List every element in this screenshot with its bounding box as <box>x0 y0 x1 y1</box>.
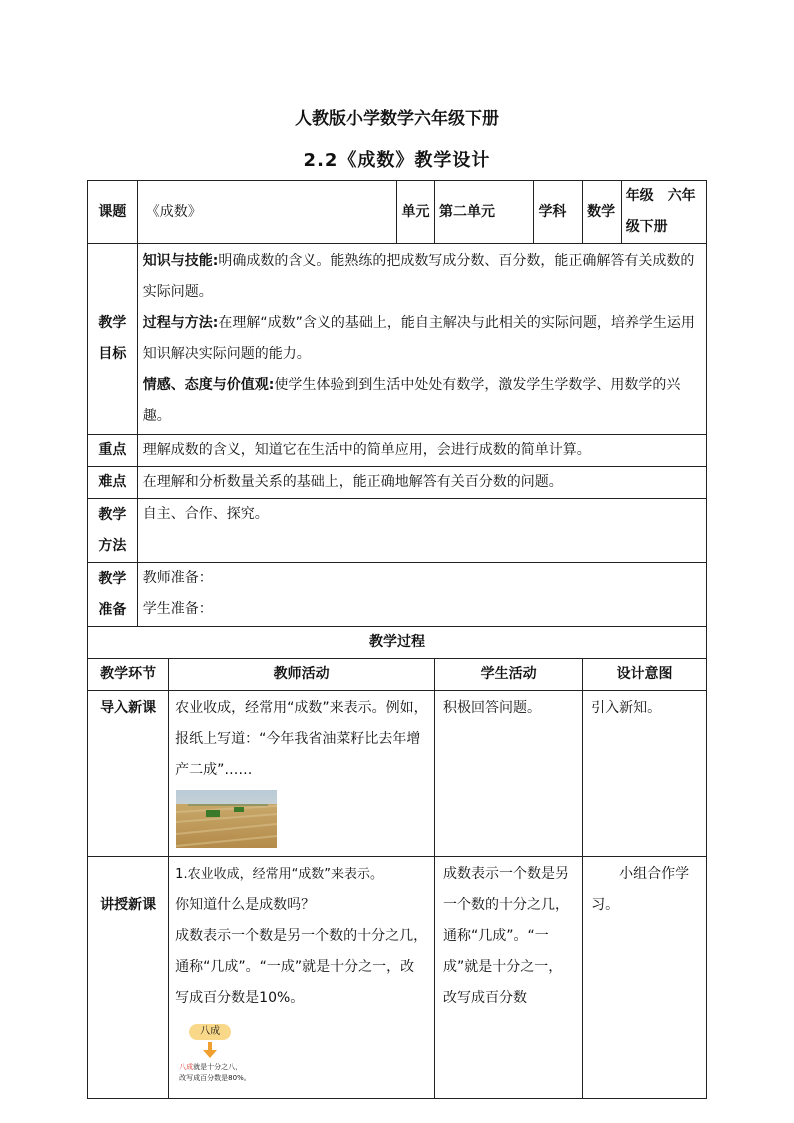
topic-value: 《成数》 <box>137 181 397 244</box>
unit-label: 单元 <box>397 181 435 244</box>
emotion-text: 使学生体验到到生活中处处有数学，激发学生学数学、用数学的兴趣。 <box>142 377 681 424</box>
key-text: 理解成数的含义，知道它在生活中的简单应用，会进行成数的简单计算。 <box>137 435 706 467</box>
prep-label-2: 准备 <box>98 601 127 618</box>
goals-label <box>88 244 138 435</box>
lesson-plan-table <box>87 180 707 1099</box>
grade-label: 年级 <box>625 188 654 204</box>
subject-label: 学科 <box>534 181 583 244</box>
header-row <box>88 181 707 244</box>
teach-row <box>88 857 707 1099</box>
document-title: 人教版小学数学六年级下册 <box>295 109 499 129</box>
caption-line1: 就是十分之八， <box>193 1063 243 1071</box>
lesson-title: 2.2《成数》教学设计 <box>303 150 491 171</box>
teach-t2: 你知道什么是成数吗？ <box>175 897 316 913</box>
eight-tenths-figure <box>175 1020 295 1096</box>
grade-cell <box>621 181 706 244</box>
method-label-2: 方法 <box>98 537 127 554</box>
eight-tenths-badge: 八成 <box>189 1024 231 1040</box>
prep-row <box>88 563 707 627</box>
knowledge-text: 明确成数的含义。能熟练的把成数写成分数、百分数，能正确解答有关成数的实际问题。 <box>142 253 695 300</box>
intro-teacher-text: 农业收成，经常用“成数”来表示。例如，报纸上写道：“今年我省油菜籽比去年增产二成”…… <box>175 700 428 778</box>
intro-row <box>88 691 707 857</box>
process-heading: 教学过程 <box>88 627 707 659</box>
process-text: 在理解“成数”含义的基础上，能自主解决与此相关的实际问题，培养学生运用知识解决实际问题的能力。 <box>142 315 695 362</box>
intro-teacher <box>169 691 435 857</box>
difficulty-text: 在理解和分析数量关系的基础上，能正确地解答有关百分数的问题。 <box>137 467 706 499</box>
method-label-1: 教学 <box>98 506 127 523</box>
prep-label-1: 教学 <box>98 570 127 587</box>
teach-t1: 1.农业收成，经常用“成数”来表示。 <box>175 867 384 882</box>
goals-content <box>137 244 706 435</box>
student-prep: 学生准备： <box>142 601 213 617</box>
prep-label <box>88 563 138 627</box>
emotion-label: 情感、态度与价值观: <box>142 377 275 393</box>
method-row <box>88 499 707 563</box>
knowledge-label: 知识与技能: <box>142 253 219 269</box>
teach-student: 成数表示一个数是另一个数的十分之几，通称“几成”。“一成”就是十分之一，改写成百分数 <box>435 857 583 1099</box>
process-heading-row <box>88 627 707 659</box>
teach-stage: 讲授新课 <box>88 857 169 1099</box>
process-header-row <box>88 659 707 691</box>
teach-t3: 成数表示一个数是另一个数的十分之几，通称“几成”。“一成”就是十分之一，改写成百分数是10%。 <box>175 928 428 1006</box>
subject-value: 数学 <box>583 181 622 244</box>
process-label: 过程与方法: <box>142 315 219 331</box>
method-label <box>88 499 138 563</box>
eight-tenths-caption <box>179 1062 251 1084</box>
goals-row <box>88 244 707 435</box>
teacher-prep: 教师准备： <box>142 570 213 586</box>
intro-stage: 导入新课 <box>88 691 169 857</box>
unit-value: 第二单元 <box>435 181 534 244</box>
intro-intent: 引入新知。 <box>583 691 707 857</box>
key-row <box>88 435 707 467</box>
grade-value: 六年级下册 <box>625 188 696 235</box>
intro-student: 积极回答问题。 <box>435 691 583 857</box>
caption-line2: 改写成百分数是80%。 <box>179 1074 251 1082</box>
teach-teacher <box>169 857 435 1099</box>
goals-label-2: 目标 <box>98 346 127 362</box>
col-stage: 教学环节 <box>88 659 169 691</box>
harvest-photo <box>176 790 277 848</box>
goals-label-1: 教学 <box>98 315 127 331</box>
teach-intent: 小组合作学习。 <box>583 857 707 1099</box>
col-student: 学生活动 <box>435 659 583 691</box>
arrow-down-icon <box>203 1042 217 1058</box>
topic-label: 课题 <box>88 181 138 244</box>
method-text: 自主、合作、探究。 <box>137 499 706 563</box>
key-label: 重点 <box>88 435 138 467</box>
difficulty-label: 难点 <box>88 467 138 499</box>
col-intent: 设计意图 <box>583 659 707 691</box>
prep-content <box>137 563 706 627</box>
difficulty-row <box>88 467 707 499</box>
col-teacher: 教师活动 <box>169 659 435 691</box>
caption-red: 八成 <box>179 1063 194 1071</box>
